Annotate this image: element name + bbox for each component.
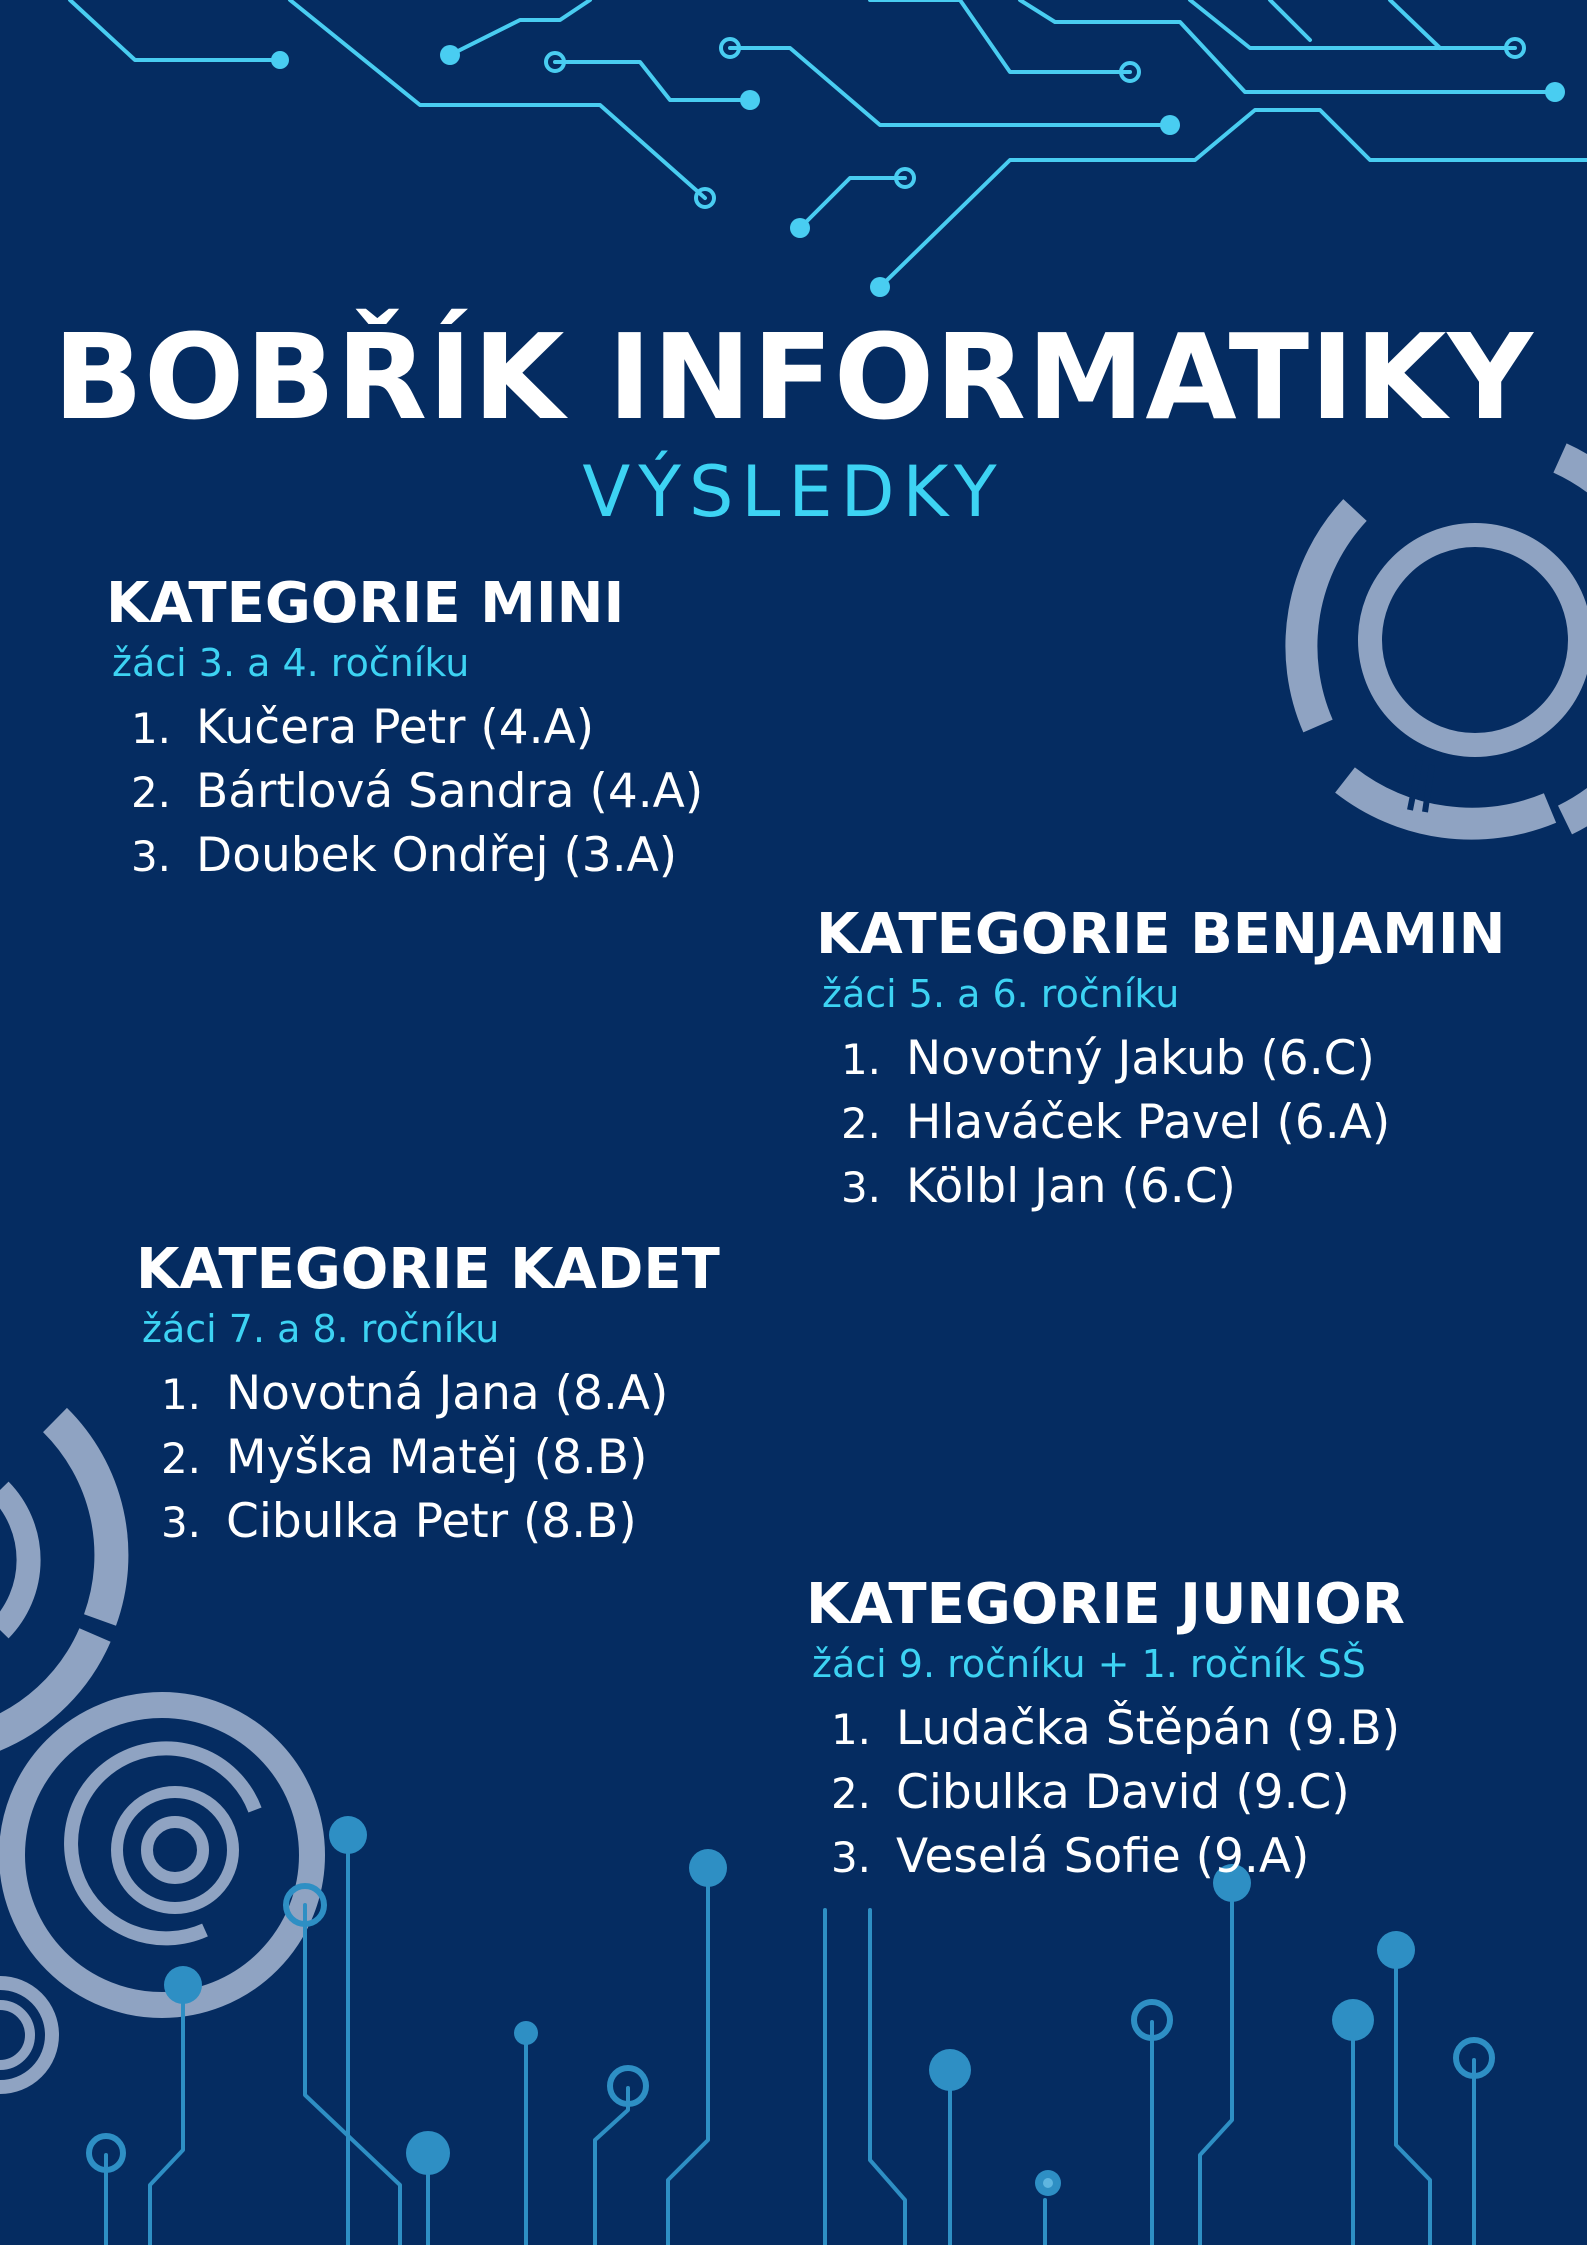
result-item bbox=[106, 696, 703, 760]
result-name: Novotná Jana (8.A) bbox=[226, 1366, 669, 1421]
result-rank: 1. bbox=[160, 1370, 202, 1419]
result-name: Hlaváček Pavel (6.A) bbox=[906, 1095, 1391, 1150]
category-title: KATEGORIE BENJAMIN bbox=[816, 902, 1506, 967]
results-list bbox=[106, 696, 703, 888]
result-rank: 3. bbox=[830, 1833, 872, 1882]
result-item bbox=[106, 824, 703, 888]
circuit-top-decoration bbox=[70, 0, 1587, 287]
results-list bbox=[806, 1697, 1405, 1889]
result-rank: 3. bbox=[840, 1163, 882, 1212]
result-name: Bártlová Sandra (4.A) bbox=[196, 764, 704, 819]
category-junior bbox=[806, 1573, 1405, 1889]
result-rank: 2. bbox=[840, 1099, 882, 1148]
result-item bbox=[816, 1155, 1506, 1219]
result-rank: 1. bbox=[830, 1705, 872, 1754]
result-item bbox=[136, 1426, 720, 1490]
result-item bbox=[106, 760, 703, 824]
result-rank: 1. bbox=[130, 704, 172, 753]
category-subtitle: žáci 3. a 4. ročníku bbox=[112, 641, 470, 685]
results-list bbox=[816, 1027, 1506, 1219]
category-title: KATEGORIE MINI bbox=[106, 571, 625, 636]
result-name: Myška Matěj (8.B) bbox=[226, 1430, 648, 1485]
result-item bbox=[806, 1761, 1405, 1825]
circuit-top-nodes bbox=[271, 39, 1565, 297]
result-rank: 3. bbox=[160, 1498, 202, 1547]
result-name: Veselá Sofie (9.A) bbox=[896, 1829, 1310, 1884]
category-subtitle: žáci 9. ročníku + 1. ročník SŠ bbox=[812, 1642, 1366, 1686]
result-item bbox=[816, 1091, 1506, 1155]
result-rank: 3. bbox=[130, 832, 172, 881]
result-rank: 1. bbox=[840, 1035, 882, 1084]
result-name: Kölbl Jan (6.C) bbox=[906, 1159, 1236, 1214]
result-name: Doubek Ondřej (3.A) bbox=[196, 828, 678, 883]
result-item bbox=[136, 1362, 720, 1426]
category-mini bbox=[106, 572, 703, 888]
result-rank: 2. bbox=[830, 1769, 872, 1818]
result-rank: 2. bbox=[160, 1434, 202, 1483]
result-name: Kučera Petr (4.A) bbox=[196, 700, 595, 755]
category-title: KATEGORIE JUNIOR bbox=[806, 1572, 1405, 1637]
category-kadet bbox=[136, 1238, 720, 1554]
category-benjamin bbox=[816, 903, 1506, 1219]
category-subtitle: žáci 5. a 6. ročníku bbox=[822, 972, 1180, 1016]
result-item bbox=[816, 1027, 1506, 1091]
category-subtitle: žáci 7. a 8. ročníku bbox=[142, 1307, 500, 1351]
result-name: Ludačka Štěpán (9.B) bbox=[896, 1701, 1401, 1756]
result-item bbox=[806, 1697, 1405, 1761]
poster-title: BOBŘÍK INFORMATIKY bbox=[53, 308, 1534, 446]
result-item bbox=[136, 1490, 720, 1554]
result-item bbox=[806, 1825, 1405, 1889]
category-title: KATEGORIE KADET bbox=[136, 1237, 720, 1302]
results-list bbox=[136, 1362, 720, 1554]
poster-subtitle: VÝSLEDKY bbox=[582, 451, 1005, 533]
result-name: Cibulka David (9.C) bbox=[896, 1765, 1350, 1820]
result-rank: 2. bbox=[130, 768, 172, 817]
result-name: Novotný Jakub (6.C) bbox=[906, 1031, 1375, 1086]
result-name: Cibulka Petr (8.B) bbox=[226, 1494, 637, 1549]
